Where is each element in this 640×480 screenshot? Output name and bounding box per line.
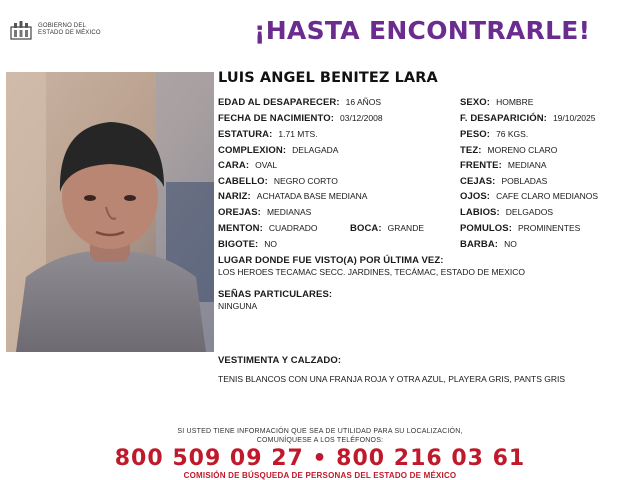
- detail-field: [460, 112, 595, 125]
- detail-field-label: FECHA DE NACIMIENTO:: [218, 113, 334, 124]
- detail-field: [460, 96, 533, 109]
- last-seen-value: LOS HEROES TECAMAC SECC. JARDINES, TECÁMAC, ESTADO DE MEXICO: [218, 267, 526, 277]
- detail-field: [218, 128, 318, 141]
- detail-field-label: CABELLO:: [218, 176, 268, 187]
- detail-field-value: CUADRADO: [268, 223, 318, 233]
- detail-field-label: FRENTE:: [460, 160, 502, 171]
- detail-field-label: POMULOS:: [460, 223, 512, 234]
- headline: ¡HASTA ENCONTRARLE!: [254, 16, 591, 45]
- detail-field-label: LABIOS:: [460, 207, 500, 218]
- detail-field: [460, 175, 547, 188]
- footer-note-line-2: COMUNÍQUESE A LOS TELÉFONOS:: [256, 437, 384, 444]
- detail-field-label: OJOS:: [460, 191, 491, 202]
- detail-field: [460, 222, 580, 235]
- logo-line-2: ESTADO DE MÉXICO: [38, 30, 101, 36]
- detail-field-label: BOCA:: [350, 223, 382, 234]
- commission-name: COMISIÓN DE BÚSQUEDA DE PERSONAS DEL ESTADO DE MÉXICO: [183, 471, 457, 480]
- detail-field-label: EDAD AL DESAPARECER:: [218, 97, 340, 108]
- detail-field-label: ESTATURA:: [218, 129, 273, 140]
- detail-field-label: BIGOTE:: [218, 239, 259, 250]
- detail-field-value: PROMINENTES: [518, 223, 581, 233]
- detail-field: [218, 112, 383, 125]
- state-government-logo: [10, 20, 101, 40]
- detail-field-label: CARA:: [218, 160, 250, 171]
- detail-field-value: NO: [504, 239, 517, 249]
- detail-field: [218, 222, 318, 235]
- detail-field-value: HOMBRE: [496, 97, 534, 107]
- detail-field-label: NARIZ:: [218, 191, 251, 202]
- detail-field-label: F. DESAPARICIÓN:: [460, 113, 547, 124]
- detail-field-label: PESO:: [460, 129, 491, 140]
- detail-field: [460, 159, 547, 172]
- detail-field: [218, 144, 338, 157]
- detail-field-value: MORENO CLARO: [487, 145, 558, 155]
- detail-field-value: CAFE CLARO MEDIANOS: [496, 191, 599, 201]
- logo-text: [38, 23, 101, 37]
- person-name: LUIS ANGEL BENITEZ LARA: [218, 70, 438, 86]
- footer-note-line-1: SI USTED TIENE INFORMACIÓN QUE SEA DE UTILIDAD PARA SU LOCALIZACIÓN,: [177, 428, 463, 435]
- detail-field-value: 76 KGS.: [496, 129, 529, 139]
- detail-field-label: MENTON:: [218, 223, 263, 234]
- detail-field-value: DELAGADA: [292, 145, 339, 155]
- detail-field-value: DELGADOS: [505, 207, 554, 217]
- detail-field-value: OVAL: [255, 160, 278, 170]
- clothing-value: TENIS BLANCOS CON UNA FRANJA ROJA Y OTRA AZUL, PLAYERA GRIS, PANTS GRIS: [218, 374, 566, 384]
- detail-field-label: OREJAS:: [218, 207, 261, 218]
- person-photo: [6, 72, 214, 352]
- marks-value: NINGUNA: [218, 301, 258, 311]
- detail-field: [218, 206, 311, 219]
- detail-field: [460, 128, 528, 141]
- detail-field: [218, 190, 367, 203]
- detail-field-label: CEJAS:: [460, 176, 496, 187]
- detail-field: [218, 96, 381, 109]
- detail-field: [218, 238, 277, 251]
- detail-field: [218, 175, 338, 188]
- detail-field-value: MEDIANAS: [266, 207, 312, 217]
- last-seen-label: LUGAR DONDE FUE VISTO(A) POR ÚLTIMA VEZ:: [218, 255, 444, 266]
- detail-field-label: TEZ:: [460, 145, 482, 156]
- detail-field-value: MEDIANA: [507, 160, 547, 170]
- detail-field-label: SEXO:: [460, 97, 491, 108]
- detail-field-value: 03/12/2008: [340, 113, 383, 123]
- clothing-label: VESTIMENTA Y CALZADO:: [218, 355, 342, 366]
- detail-field-value: ACHATADA BASE MEDIANA: [256, 191, 368, 201]
- detail-field-value: 19/10/2025: [552, 113, 596, 123]
- detail-field-value: GRANDE: [387, 223, 425, 233]
- detail-field: [460, 144, 557, 157]
- detail-field: [460, 238, 517, 251]
- detail-field: [350, 222, 424, 235]
- detail-field-value: POBLADAS: [501, 176, 548, 186]
- detail-field: [460, 190, 598, 203]
- detail-field-value: NEGRO CORTO: [273, 176, 338, 186]
- detail-field-label: COMPLEXION:: [218, 145, 287, 156]
- logo-line-1: GOBIERNO DEL: [38, 23, 87, 29]
- marks-label: SEÑAS PARTICULARES:: [218, 289, 333, 300]
- phone-numbers: 800 509 09 27 • 800 216 03 61: [114, 446, 526, 471]
- state-coat-of-arms-icon: [10, 20, 32, 40]
- detail-field-value: 1.71 MTS.: [278, 129, 318, 139]
- detail-field-value: NO: [264, 239, 278, 249]
- detail-field: [218, 159, 277, 172]
- detail-field-value: 16 AÑOS: [345, 97, 382, 107]
- detail-field: [460, 206, 553, 219]
- detail-field-label: BARBA:: [460, 239, 499, 250]
